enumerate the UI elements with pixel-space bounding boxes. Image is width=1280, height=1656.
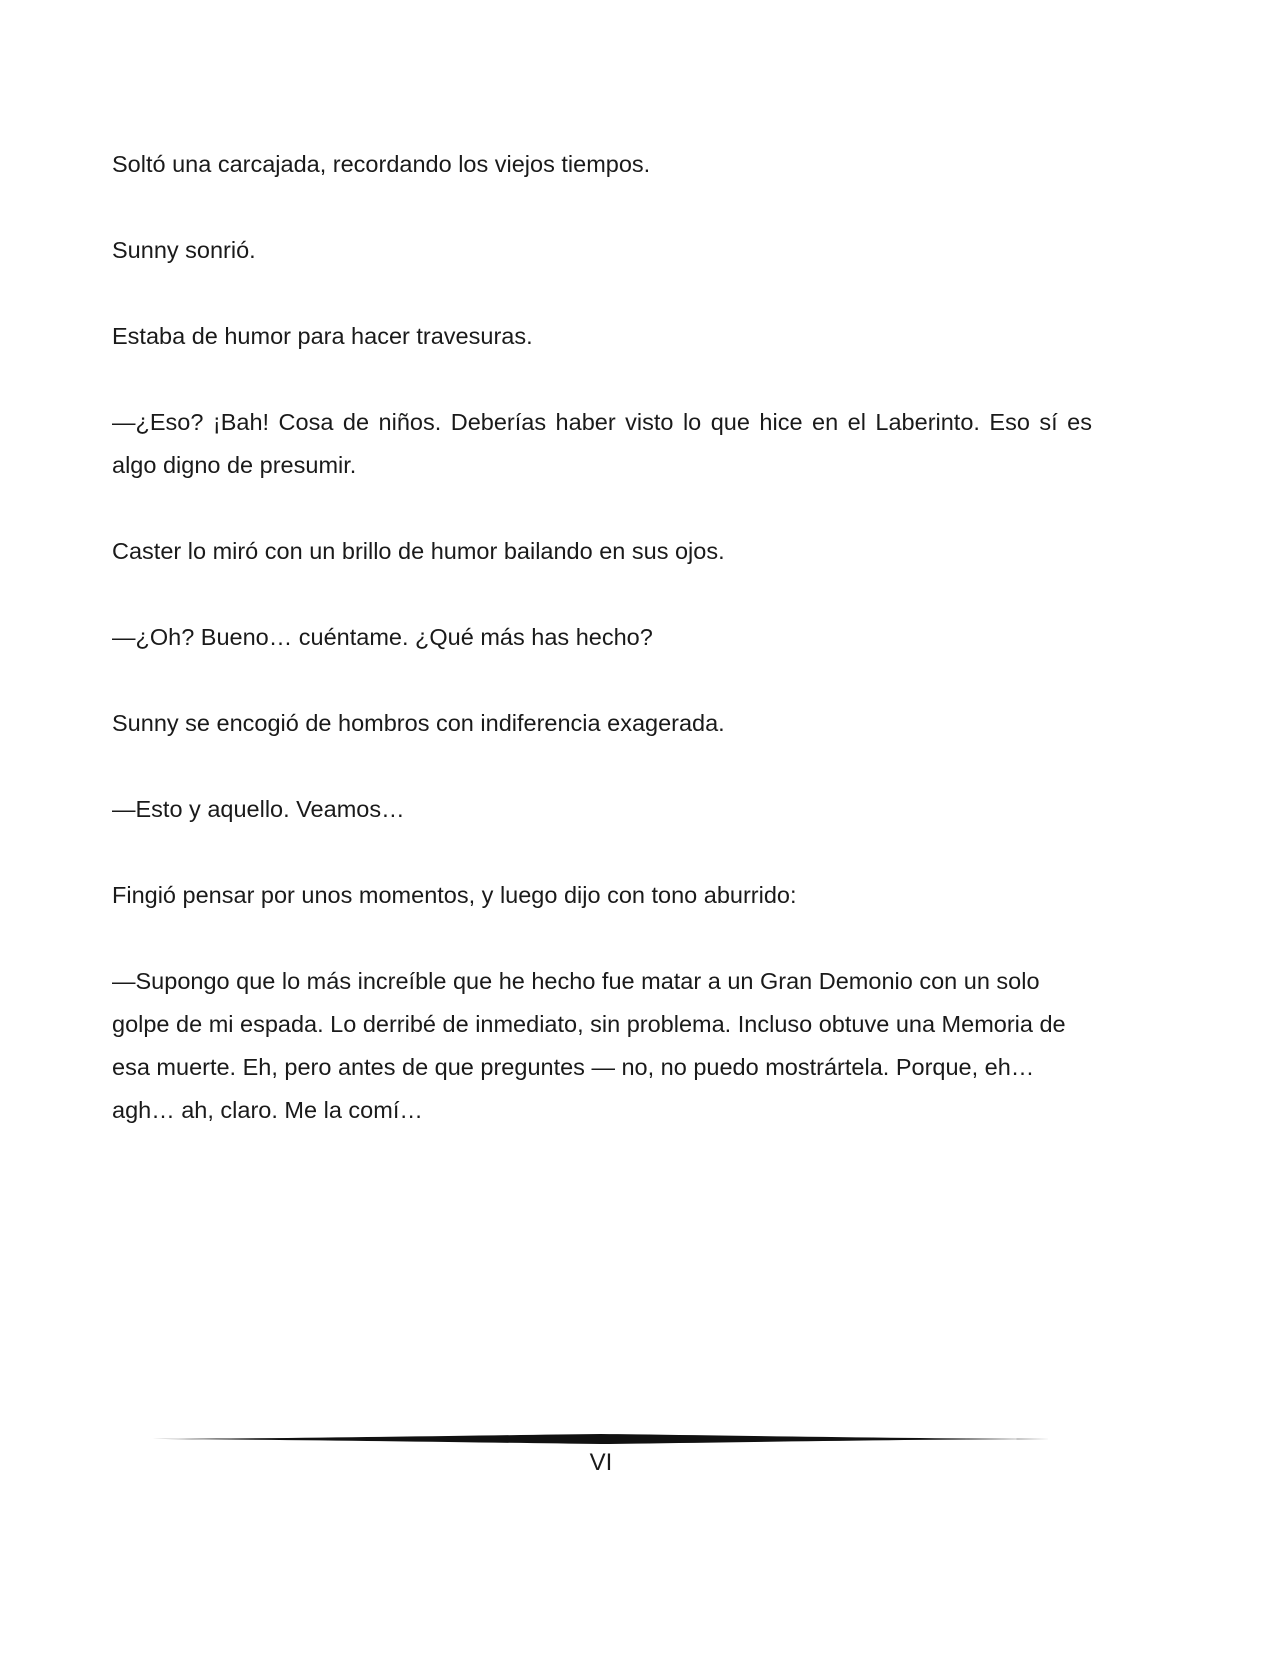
page-number: VI xyxy=(589,1449,613,1476)
paragraph: —Esto y aquello. Veamos… xyxy=(112,796,405,822)
paragraph: Sunny se encogió de hombros con indiferencia exagerada. xyxy=(112,710,725,736)
paragraph: Soltó una carcajada, recordando los viejos tiempos. xyxy=(112,151,651,177)
paragraph: Estaba de humor para hacer travesuras. xyxy=(112,323,533,349)
paragraph: —Supongo que lo más increíble que he hecho fue matar a un Gran Demonio con un solo golpe de mi espada. Lo derribé de inmediato, sin problema. Incluso obtuve una Memoria de esa muerte. Eh, pero antes de que preguntes — no, no puedo mostrártela. Porque, eh… agh… ah, claro. Me la comí… xyxy=(112,968,1066,1123)
body-text xyxy=(112,143,1092,1175)
paragraph: Caster lo miró con un brillo de humor bailando en sus ojos. xyxy=(112,538,725,564)
paragraph: —¿Eso? ¡Bah! Cosa de niños. Deberías haber visto lo que hice en el Laberinto. Eso sí es algo digno de presumir. xyxy=(112,409,1092,478)
paragraph: Fingió pensar por unos momentos, y luego dijo con tono aburrido: xyxy=(112,882,797,908)
footer-divider xyxy=(152,1432,1050,1446)
paragraph: Sunny sonrió. xyxy=(112,237,256,263)
paragraph: —¿Oh? Bueno… cuéntame. ¿Qué más has hecho? xyxy=(112,624,653,650)
